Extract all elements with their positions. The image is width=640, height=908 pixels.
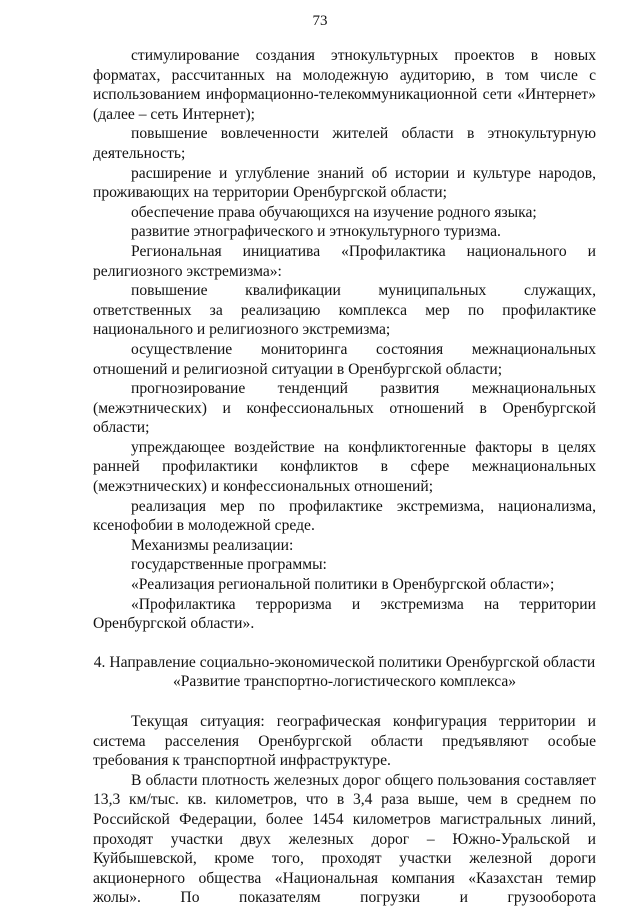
paragraph: Региональная инициатива «Профилактика национального и религиозного экстремизма»:	[93, 242, 596, 280]
section-heading	[93, 653, 596, 692]
paragraph: стимулирование создания этнокультурных проектов в новых форматах, рассчитанных на молодежную аудиторию, в том числе с использованием информационно-телекоммуникационной сети «Интернет» (далее – сеть Интернет);	[93, 47, 596, 123]
paragraph: Текущая ситуация: географическая конфигурация территории и система расселения Оренбургской области предъявляют особые требования к транспортной инфраструктуре.	[93, 713, 596, 770]
page-number: 73	[312, 13, 328, 29]
paragraph: государственные программы:	[131, 556, 327, 574]
paragraph: В области плотность железных дорог общего пользования составляет 13,3 км/тыс. кв. километров, что в 3,4 раза выше, чем в среднем по Российской Федерации, более 1454 километров магистральных линий, проходят участки двух железных дорог – Южно-Уральской и Куйбышевской, кроме того, проходят участки железной дороги акционерного общества «Национальная компания «Казахстан темир жолы». По показателям погрузки и грузооборота	[93, 771, 596, 907]
paragraph: повышение квалификации муниципальных служащих, ответственных за реализацию комплекса мер по профилактике национального и религиозного экстремизма;	[93, 282, 596, 339]
paragraph: реализация мер по профилактике экстремизма, национализма, ксенофобии в молодежной среде.	[93, 497, 596, 535]
body-text	[93, 46, 596, 908]
spacer	[93, 634, 596, 653]
section-heading-line-1: 4. Направление социально-экономической политики Оренбургской области	[93, 653, 596, 671]
paragraph: расширение и углубление знаний об истории и культуре народов, проживающих на территории Оренбургской области;	[93, 164, 596, 202]
paragraph: упреждающее воздействие на конфликтогенные факторы в целях ранней профилактики конфликтов в сфере межнациональных (межэтнических) и конфессиональных отношений;	[93, 438, 596, 496]
paragraphs-before-heading	[93, 46, 596, 634]
paragraph: повышение вовлеченности жителей области в этнокультурную деятельность;	[93, 125, 596, 162]
paragraph: осуществление мониторинга состояния межнациональных отношений и религиозной ситуации в Оренбургской области;	[93, 340, 596, 378]
section-heading-line-2: «Развитие транспортно-логистического комплекса»	[172, 673, 517, 691]
spacer	[93, 692, 596, 712]
paragraph: «Профилактика терроризма и экстремизма на территории Оренбургской области».	[93, 595, 596, 633]
paragraph: развитие этнографического и этнокультурного туризма.	[131, 223, 501, 241]
paragraph: прогнозирование тенденций развития межнациональных (межэтнических) и конфессиональных отношений в Оренбургской области;	[93, 380, 596, 437]
paragraph: «Реализация региональной политики в Оренбургской области»;	[131, 576, 555, 594]
paragraphs-after-heading	[93, 712, 596, 908]
paragraph: обеспечение права обучающихся на изучение родного языка;	[131, 203, 537, 221]
paragraph: Механизмы реализации:	[131, 536, 294, 554]
